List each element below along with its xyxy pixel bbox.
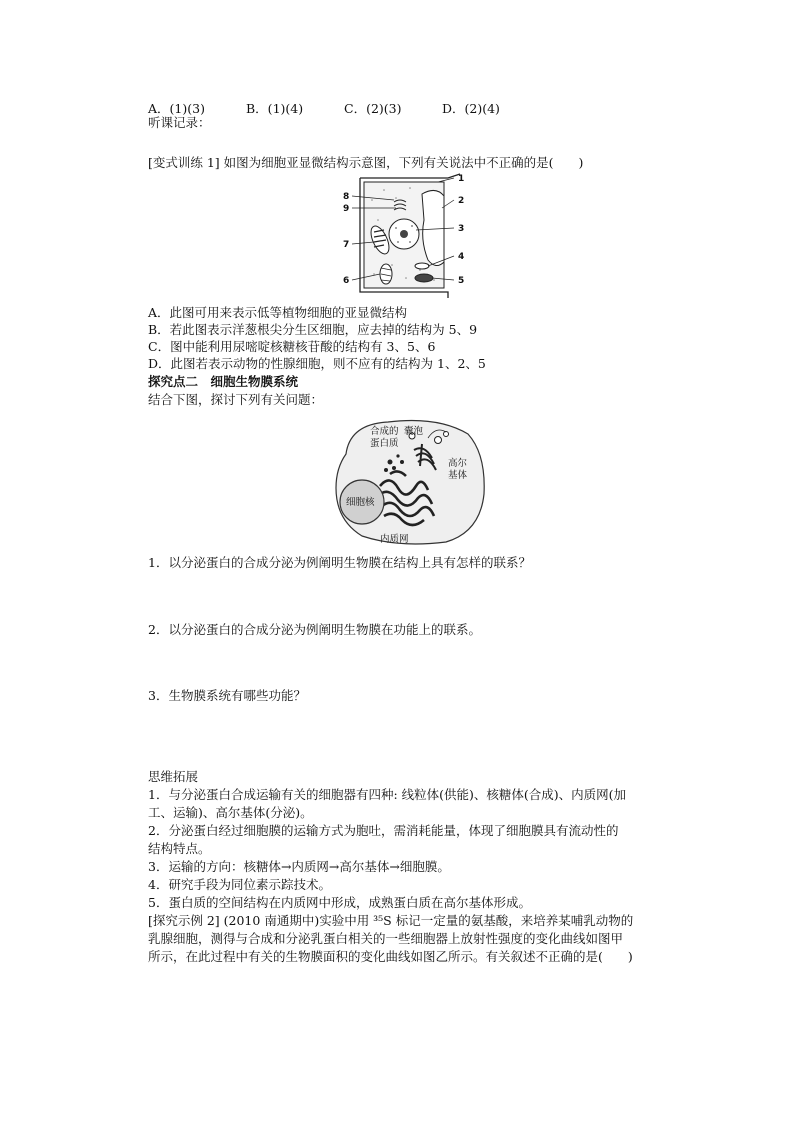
label-1: 1: [458, 174, 465, 184]
label-vesicle: 囊泡: [404, 426, 424, 437]
extension-title: 思维拓展: [148, 769, 199, 784]
question-3: 3．生物膜系统有哪些功能？: [148, 688, 306, 703]
label-9: 9: [343, 204, 350, 214]
option-d: D．(2)(4): [442, 101, 500, 116]
label-8: 8: [343, 192, 350, 202]
svg-text:基体: 基体: [448, 470, 468, 481]
option-a: A．(1)(3): [148, 101, 205, 116]
section2-intro: 结合下图，探讨下列有关问题：: [148, 392, 324, 407]
extension-line-5: 3．运输的方向：核糖体→内质网→高尔基体→细胞膜。: [148, 859, 450, 874]
centriole: [415, 274, 433, 282]
question-1: 1．以分泌蛋白的合成分泌为例阐明生物膜在结构上具有怎样的联系？: [148, 555, 531, 570]
extension-line-3: 2．分泌蛋白经过细胞膜的运输方式为胞吐，需消耗能量，体现了细胞膜具有流动性的: [148, 823, 619, 838]
label-7: 7: [343, 240, 350, 250]
option-c: C．(2)(3): [344, 101, 402, 116]
label-3: 3: [458, 224, 465, 234]
variant1-question: [变式训练 1] 如图为细胞亚显微结构示意图，下列有关说法中不正确的是( ): [148, 155, 584, 170]
choice-d: D．此图若表示动物的性腺细胞，则不应有的结构为 1、2、5: [148, 356, 486, 371]
extension-line-6: 4．研究手段为同位素示踪技术。: [148, 877, 331, 892]
label-nucleus: 细胞核: [346, 497, 375, 508]
label-2: 2: [458, 196, 465, 206]
choice-a: A．此图可用来表示低等植物细胞的亚显微结构: [148, 305, 408, 320]
extension-line-2: 工、运输)、高尔基体(分泌)。: [148, 805, 313, 820]
label-6: 6: [343, 276, 350, 286]
listen-note: 听课记录：: [148, 115, 211, 130]
option-b: B．(1)(4): [246, 101, 304, 116]
example2-line-2: 乳腺细胞，测得与合成和分泌乳蛋白相关的一些细胞器上放射性强度的变化曲线如图甲: [148, 931, 624, 946]
label-golgi: 高尔: [448, 458, 468, 469]
choice-b: B．若此图表示洋葱根尖分生区细胞，应去掉的结构为 5、9: [148, 322, 478, 337]
example2-line-1: [探究示例 2] (2010 南通期中)实验中用 ³⁵S 标记一定量的氨基酸，来培养某哺乳动物的: [148, 913, 634, 928]
choice-c: C．图中能利用尿嘧啶核糖核苷酸的结构有 3、5、6: [148, 339, 436, 354]
section2-title: 探究点二 细胞生物膜系统: [148, 374, 299, 389]
label-protein: 合成的: [370, 426, 399, 437]
extension-line-7: 5．蛋白质的空间结构在内质网中形成，成熟蛋白质在高尔基体形成。: [148, 895, 531, 910]
extension-line-1: 1．与分泌蛋白合成运输有关的细胞器有四种: 线粒体(供能)、核糖体(合成)、内质网(加: [148, 787, 627, 802]
extension-line-4: 结构特点。: [148, 841, 211, 856]
secretory-cell-diagram: [328, 414, 488, 549]
mitochondrion: [380, 264, 392, 284]
label-5: 5: [458, 276, 465, 286]
example2-line-3: 所示，在此过程中有关的生物膜面积的变化曲线如图乙所示。有关叙述不正确的是( ): [148, 949, 633, 964]
plant-cell-diagram: [336, 170, 496, 302]
label-4: 4: [458, 252, 465, 262]
label-er: 内质网: [380, 534, 409, 545]
svg-text:蛋白质: 蛋白质: [370, 438, 399, 449]
question-2: 2．以分泌蛋白的合成分泌为例阐明生物膜在功能上的联系。: [148, 622, 481, 637]
